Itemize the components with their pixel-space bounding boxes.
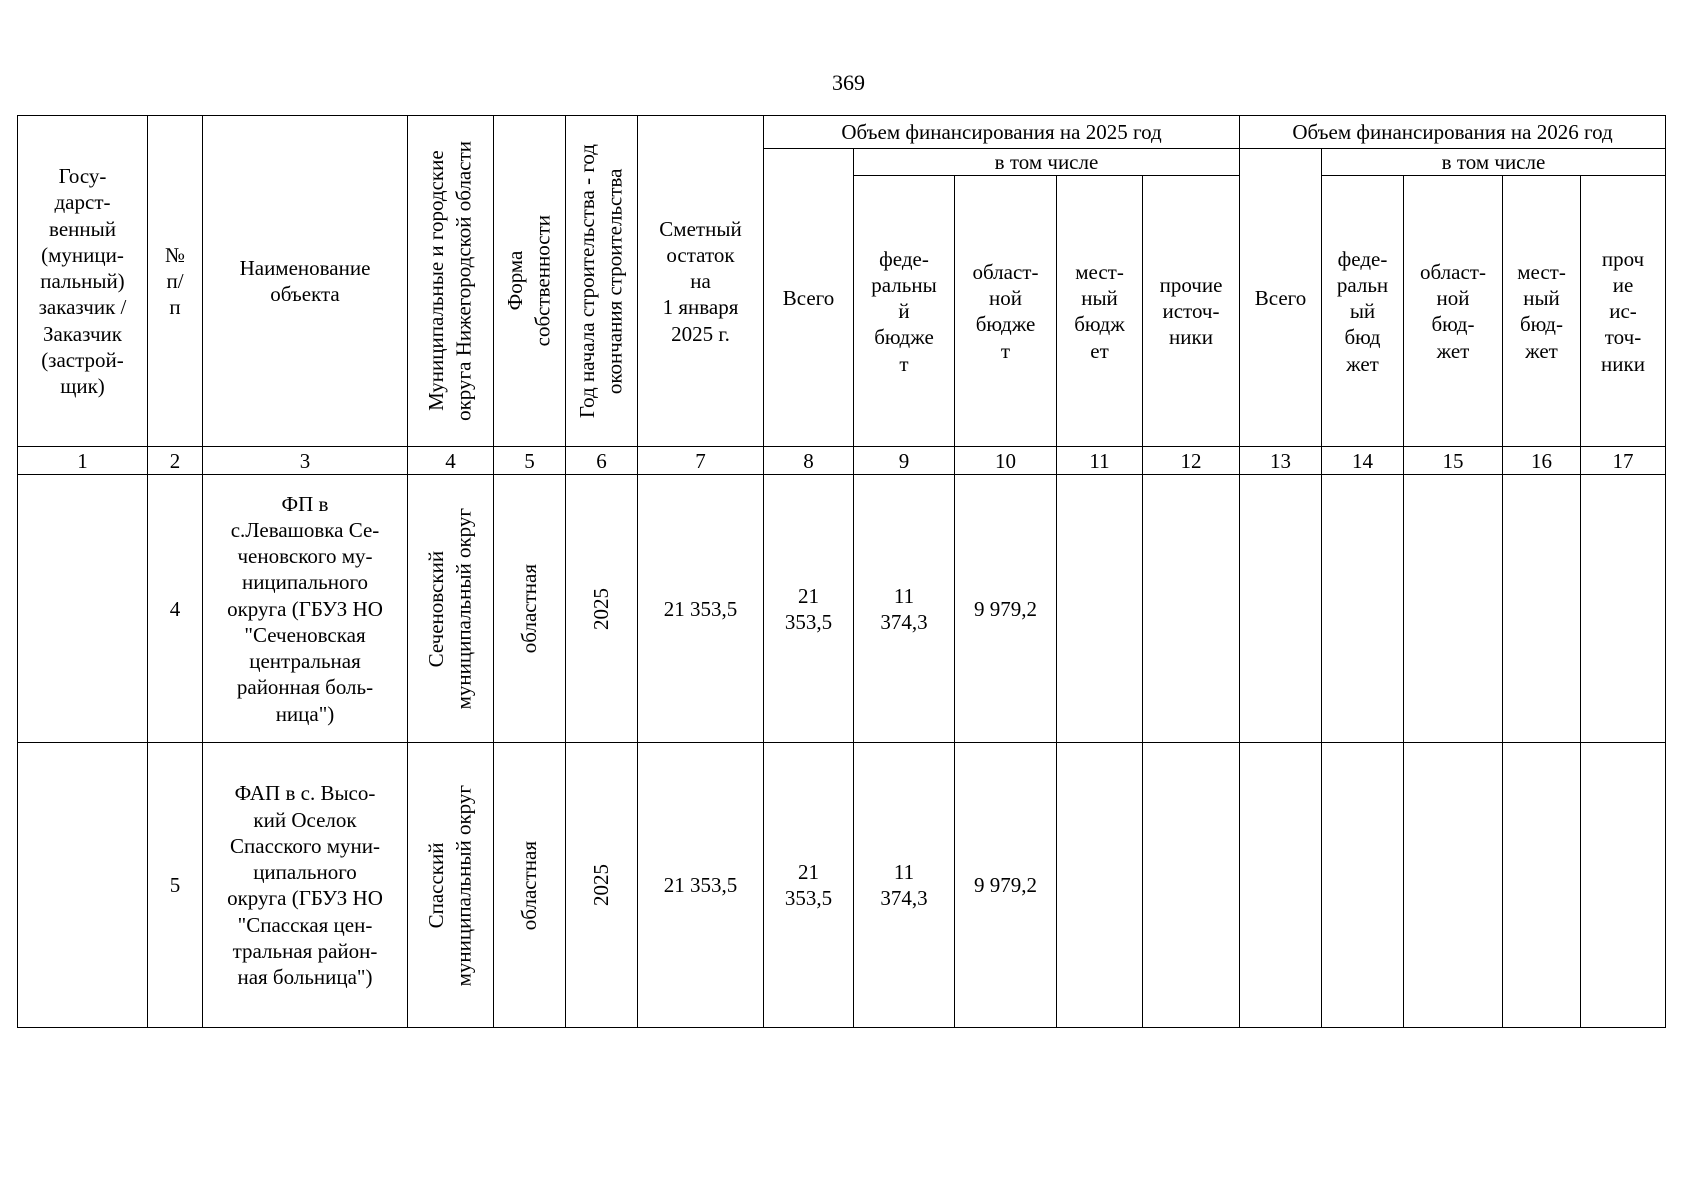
column-number: 6 — [566, 447, 638, 475]
column-number: 13 — [1240, 447, 1322, 475]
table-row — [18, 475, 1666, 743]
text-line: 21 — [798, 583, 819, 608]
text-line: Сметный — [659, 216, 742, 241]
cell-federal-2025 — [854, 743, 955, 1028]
cell-total-2025 — [764, 743, 854, 1028]
text-line: венный — [49, 216, 116, 241]
text-line: бюдже — [975, 312, 1036, 337]
text-line: 374,3 — [880, 609, 928, 634]
cell-regional-2026 — [1404, 475, 1503, 743]
text-line: т — [1000, 338, 1011, 363]
header-including-2025: в том числе — [854, 149, 1240, 176]
column-number: 8 — [764, 447, 854, 475]
cell-regional-2026 — [1404, 743, 1503, 1028]
column-number: 10 — [955, 447, 1057, 475]
text-line: "Спасская цен- — [237, 912, 373, 937]
text-line: п/ — [166, 269, 184, 293]
text-line: (муници- — [41, 242, 124, 267]
text-line: 2025 г. — [671, 321, 730, 346]
text-line: прочие — [1159, 272, 1223, 297]
text-line: (застрой- — [41, 347, 124, 372]
cell-federal-2026 — [1322, 743, 1404, 1028]
text-line: бюд — [1344, 325, 1381, 350]
text-line: Заказчик — [43, 321, 122, 346]
text-line: ральны — [871, 272, 937, 297]
text-line: бюд- — [1520, 312, 1563, 337]
text-line: округа (ГБУЗ НО — [227, 886, 383, 911]
cell-local-2025 — [1057, 475, 1143, 743]
page-number: 369 — [832, 70, 865, 95]
text-line: Спасского муни- — [230, 833, 380, 858]
header-other-2025 — [1143, 176, 1240, 447]
header-local-2026 — [1503, 176, 1581, 447]
text-line: ница") — [275, 701, 335, 726]
column-number: 14 — [1322, 447, 1404, 475]
text-line: ниципального — [241, 570, 369, 595]
text-line: на — [690, 269, 711, 293]
text-line: област- — [1420, 259, 1486, 284]
text-line: ральн — [1336, 272, 1389, 297]
text-line: ис- — [1609, 299, 1637, 324]
text-line: 1 января — [662, 295, 739, 320]
text-line: жет — [1436, 338, 1470, 363]
text-line: бюдж — [1074, 312, 1125, 337]
text-line: тральная район- — [232, 938, 378, 963]
text-line: мест- — [1075, 259, 1124, 284]
header-total-2025: Всего — [764, 149, 854, 447]
text-line: ый — [1349, 299, 1376, 324]
column-number: 17 — [1581, 447, 1666, 475]
cell-local-2025 — [1057, 743, 1143, 1028]
cell-row-number: 5 — [148, 743, 203, 1028]
cell-estimate-balance: 21 353,5 — [638, 475, 764, 743]
column-number: 12 — [1143, 447, 1240, 475]
text-line: 374,3 — [880, 886, 928, 911]
text-line: бюдже — [874, 325, 934, 350]
text-line: пальный) — [40, 269, 125, 293]
text-line: ный — [1081, 286, 1118, 310]
text-line: заказчик / — [38, 295, 127, 320]
cell-local-2026 — [1503, 743, 1581, 1028]
cell-estimate-balance: 21 353,5 — [638, 743, 764, 1028]
header-ownership — [494, 116, 566, 447]
text-line: 21 — [798, 860, 819, 884]
text-line: муниципальный округ — [451, 508, 476, 710]
text-line: Наименование — [239, 255, 371, 280]
header-financing-2026: Объем финансирования на 2026 год — [1240, 116, 1666, 149]
header-total-2026: Всего — [1240, 149, 1322, 447]
text-line: област- — [972, 259, 1039, 284]
financing-table — [17, 115, 1666, 1028]
cell-ownership: областная — [494, 475, 566, 743]
text-line: 11 — [893, 583, 915, 608]
cell-district — [408, 743, 494, 1028]
cell-other-2025 — [1143, 475, 1240, 743]
column-number: 7 — [638, 447, 764, 475]
text-line: ники — [1169, 325, 1213, 350]
cell-local-2026 — [1503, 475, 1581, 743]
text-line: проч — [1601, 246, 1645, 271]
text-line: собственности — [530, 215, 555, 347]
cell-regional-2025: 9 979,2 — [955, 743, 1057, 1028]
cell-construction-years: 2025 — [566, 475, 638, 743]
text-line: ет — [1090, 338, 1109, 363]
text-line: 353,5 — [784, 609, 833, 634]
text-line: ный — [1523, 286, 1560, 310]
column-number: 1 — [18, 447, 148, 475]
text-line: мест- — [1517, 259, 1566, 284]
text-line: ие — [1612, 272, 1634, 297]
cell-total-2026 — [1240, 475, 1322, 743]
text-line: точ- — [1604, 325, 1642, 350]
cell-total-2026 — [1240, 743, 1322, 1028]
cell-federal-2026 — [1322, 475, 1404, 743]
header-regional-2025 — [955, 176, 1057, 447]
text-line: жет — [1525, 338, 1558, 363]
header-customer — [18, 116, 148, 447]
text-line: Форма — [503, 251, 528, 311]
header-federal-2026 — [1322, 176, 1404, 447]
cell-other-2026 — [1581, 743, 1666, 1028]
cell-customer — [18, 475, 148, 743]
text-line: ченовского му- — [237, 544, 373, 569]
text-line: Сеченовский — [424, 550, 449, 667]
text-line: с.Левашовка Се- — [230, 517, 380, 542]
text-line: п — [169, 295, 181, 320]
table-row — [18, 743, 1666, 1028]
header-federal-2025 — [854, 176, 955, 447]
text-line: районная боль- — [236, 675, 374, 700]
header-district — [408, 116, 494, 447]
text-line: т — [899, 351, 909, 376]
column-number: 15 — [1404, 447, 1503, 475]
text-line: ной — [1436, 286, 1470, 310]
text-line: ной — [989, 286, 1022, 310]
column-number: 2 — [148, 447, 203, 475]
text-line: дарст- — [54, 190, 111, 215]
text-line: муниципальный округ — [451, 784, 476, 986]
cell-district — [408, 475, 494, 743]
header-regional-2026 — [1404, 176, 1503, 447]
text-line: округа (ГБУЗ НО — [227, 596, 383, 621]
text-line: ники — [1601, 351, 1645, 376]
cell-federal-2025 — [854, 475, 955, 743]
column-number: 4 — [408, 447, 494, 475]
text-line: окончания строительства — [602, 168, 627, 394]
text-line: Муниципальные и городские — [424, 150, 449, 412]
column-number: 11 — [1057, 447, 1143, 475]
text-line: Год начала строительства - год — [575, 144, 600, 419]
header-other-2026 — [1581, 176, 1666, 447]
column-number-row — [18, 447, 1666, 475]
text-line: щик) — [60, 374, 105, 398]
text-line: округа Нижегородской области — [451, 141, 476, 422]
column-number: 16 — [1503, 447, 1581, 475]
cell-ownership: областная — [494, 743, 566, 1028]
text-line: Спасский — [424, 842, 449, 929]
column-number: 9 — [854, 447, 955, 475]
text-line: Госу- — [58, 164, 107, 188]
header-financing-2025: Объем финансирования на 2025 год — [764, 116, 1240, 149]
text-line: жет — [1346, 351, 1379, 376]
text-line: "Сеченовская — [244, 622, 366, 647]
header-including-2026: в том числе — [1322, 149, 1666, 176]
cell-object-name — [203, 743, 408, 1028]
header-estimate-balance — [638, 116, 764, 447]
cell-row-number: 4 — [148, 475, 203, 743]
text-line: ФП в — [281, 491, 329, 516]
text-line: ципального — [253, 860, 357, 884]
text-line: й — [898, 299, 910, 324]
column-number: 5 — [494, 447, 566, 475]
cell-total-2025 — [764, 475, 854, 743]
text-line: ная больница") — [237, 965, 373, 989]
cell-other-2025 — [1143, 743, 1240, 1028]
header-construction-years — [566, 116, 638, 447]
cell-customer — [18, 743, 148, 1028]
header-object-name — [203, 116, 408, 447]
cell-other-2026 — [1581, 475, 1666, 743]
text-line: № — [164, 242, 186, 267]
text-line: центральная — [249, 649, 361, 674]
text-line: 353,5 — [784, 886, 833, 911]
text-line: 11 — [893, 860, 915, 884]
text-line: источ- — [1162, 299, 1220, 324]
text-line: объекта — [270, 282, 340, 307]
text-line: ФАП в с. Высо- — [234, 781, 376, 806]
text-line: феде- — [879, 246, 929, 271]
text-line: остаток — [666, 242, 735, 267]
header-row-number — [148, 116, 203, 447]
text-line: феде- — [1337, 246, 1388, 271]
text-line: бюд- — [1431, 312, 1475, 337]
column-number: 3 — [203, 447, 408, 475]
cell-construction-years: 2025 — [566, 743, 638, 1028]
cell-regional-2025: 9 979,2 — [955, 475, 1057, 743]
text-line: кий Оселок — [253, 807, 357, 832]
header-local-2025 — [1057, 176, 1143, 447]
cell-object-name — [203, 475, 408, 743]
